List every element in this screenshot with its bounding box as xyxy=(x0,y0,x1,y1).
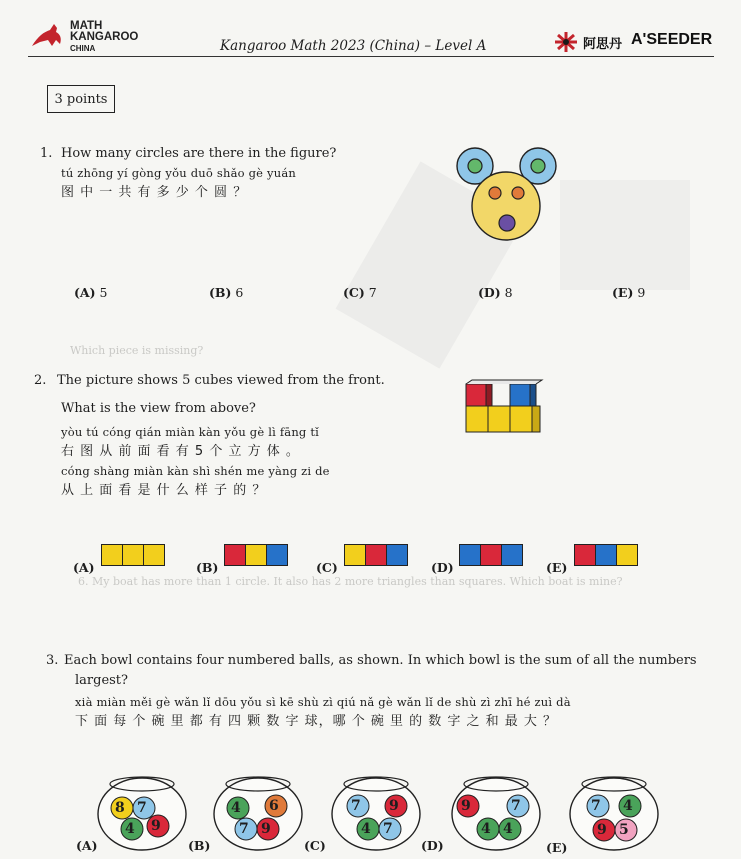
q2-option-d-label[interactable]: (D) xyxy=(431,560,454,575)
q1-pinyin: tú zhōng yí gòng yǒu duō shǎo gè yuán xyxy=(61,166,296,180)
q1-option-c[interactable]: (C) 7 xyxy=(343,285,377,300)
q3-bowl-b-label[interactable]: (B) xyxy=(188,838,211,853)
q3-bowl-c-label[interactable]: (C) xyxy=(304,838,326,853)
q3-text-2: largest? xyxy=(75,673,129,688)
bleed-text-2: 6. My boat has more than 1 circle. It also has 2 more triangles than squares. Which boat is mine? xyxy=(78,575,623,588)
points-box: 3 points xyxy=(47,85,115,113)
q2-pinyin-1: yòu tú cóng qián miàn kàn yǒu gè lì fāng tǐ xyxy=(61,425,320,439)
ball: 4 xyxy=(125,821,135,837)
q2-cubes-figure xyxy=(464,378,552,436)
logo-line-2: KANGAROO xyxy=(70,31,139,43)
ball: 5 xyxy=(619,822,629,838)
bowl-icon xyxy=(212,776,304,852)
ball: 9 xyxy=(151,818,161,834)
q3-text: Each bowl contains four numbered balls, as shown. In which bowl is the sum of all the numbers xyxy=(64,653,697,668)
q2-pinyin-2: cóng shàng miàn kàn shì shén me yàng zi de xyxy=(61,464,330,478)
q1-option-d[interactable]: (D) 8 xyxy=(478,285,513,300)
aseeder-en: A'SEEDER xyxy=(631,31,713,48)
q3-bowl-a[interactable] xyxy=(96,776,188,852)
aseeder-logo xyxy=(555,30,715,54)
ball: 7 xyxy=(591,798,601,814)
ball: 7 xyxy=(351,798,361,814)
q3-bowl-e-label[interactable]: (E) xyxy=(546,840,568,855)
ball: 6 xyxy=(269,798,279,814)
q2-option-b-bar[interactable] xyxy=(224,544,288,566)
q3-bowl-b[interactable] xyxy=(212,776,304,852)
bowl-icon xyxy=(330,776,422,852)
q2-option-c-bar[interactable] xyxy=(344,544,408,566)
page-header-title: Kangaroo Math 2023 (China) – Level A xyxy=(220,38,487,54)
logo-line-1: MATH xyxy=(70,20,103,32)
ball: 9 xyxy=(597,822,607,838)
q2-option-c-label[interactable]: (C) xyxy=(316,560,338,575)
q1-option-e[interactable]: (E) 9 xyxy=(612,285,646,300)
q2-chinese-2: 从 上 面 看 是 什 么 样 子 的 ？ xyxy=(61,483,267,498)
q3-bowl-d[interactable] xyxy=(450,776,542,852)
q2-option-a-bar[interactable] xyxy=(101,544,165,566)
ball: 4 xyxy=(481,821,491,837)
kangaroo-icon xyxy=(30,22,66,50)
q3-bowl-a-label[interactable]: (A) xyxy=(76,838,98,853)
q3-bowl-e[interactable] xyxy=(568,776,660,852)
q1-figure xyxy=(450,143,560,243)
logo-line-3: CHINA xyxy=(70,44,96,53)
ball: 4 xyxy=(361,821,371,837)
q1-chinese: 图 中 一 共 有 多 少 个 圆 ？ xyxy=(61,185,248,200)
q2-option-b-label[interactable]: (B) xyxy=(196,560,219,575)
q2-number: 2. xyxy=(34,373,47,388)
ball: 9 xyxy=(389,798,399,814)
q2-chinese-1: 右 图 从 前 面 看 有 5 个 立 方 体 。 xyxy=(61,444,300,459)
q3-bowl-c[interactable] xyxy=(330,776,422,852)
bowl-icon xyxy=(450,776,542,852)
q3-chinese: 下 面 每 个 碗 里 都 有 四 颗 数 字 球，哪 个 碗 里 的 数 字 之 和 最 大 ？ xyxy=(75,714,558,729)
bleed-shape-2 xyxy=(560,180,690,290)
q1-number: 1. xyxy=(40,146,53,161)
ball: 4 xyxy=(503,821,513,837)
q2-text: The picture shows 5 cubes viewed from the front. xyxy=(57,373,385,388)
q2-option-e-label[interactable]: (E) xyxy=(546,560,568,575)
q1-text: How many circles are there in the figure? xyxy=(61,146,337,161)
q3-bowl-d-label[interactable]: (D) xyxy=(421,838,444,853)
ball: 7 xyxy=(137,800,147,816)
ball: 9 xyxy=(261,821,271,837)
q2-option-a-label[interactable]: (A) xyxy=(73,560,95,575)
q1-option-b[interactable]: (B) 6 xyxy=(209,285,244,300)
ball: 7 xyxy=(383,821,393,837)
q3-pinyin: xià miàn měi gè wǎn lǐ dōu yǒu sì kē shù zì qiú nǎ gè wǎn lǐ de shù zì zhī hé zuì dà xyxy=(75,695,571,709)
q2-text-2: What is the view from above? xyxy=(61,401,256,416)
math-kangaroo-logo xyxy=(30,18,140,52)
q3-number: 3. xyxy=(46,653,59,668)
ball: 7 xyxy=(511,798,521,814)
ball: 4 xyxy=(623,798,633,814)
header-rule xyxy=(28,56,714,57)
bleed-text-1: Which piece is missing? xyxy=(70,344,204,357)
aseeder-cn: 阿思丹 xyxy=(583,37,623,52)
ball: 4 xyxy=(231,800,241,816)
q2-option-e-bar[interactable] xyxy=(574,544,638,566)
bowl-icon xyxy=(568,776,660,852)
ball: 8 xyxy=(115,800,125,816)
q2-option-d-bar[interactable] xyxy=(459,544,523,566)
ball: 9 xyxy=(461,798,471,814)
q1-option-a[interactable]: (A) 5 xyxy=(74,285,108,300)
ball: 7 xyxy=(239,821,249,837)
aseeder-mark-icon xyxy=(555,32,577,52)
